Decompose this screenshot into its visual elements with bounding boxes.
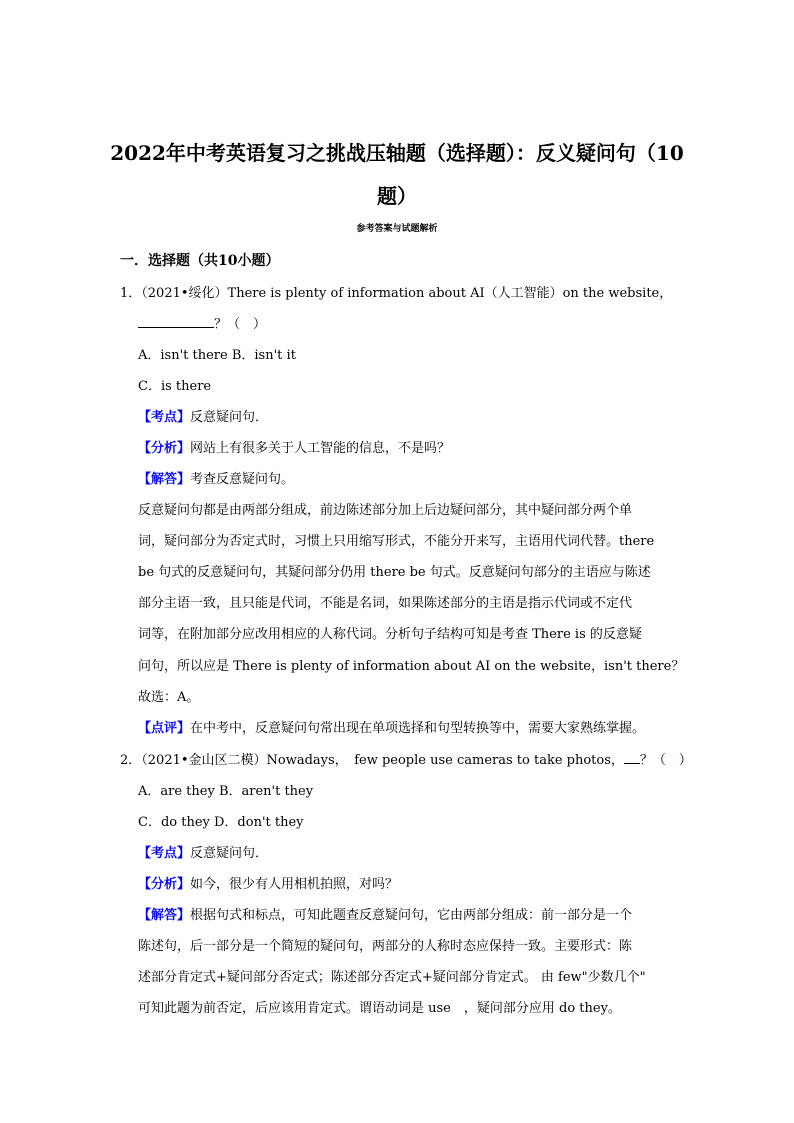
question-1-option-c: C．is there xyxy=(138,379,212,394)
question-1-answer: 故选：A。 xyxy=(138,690,200,705)
fenxi-text: 如今，很少有人用相机拍照，对吗？ xyxy=(190,877,399,892)
answer-blank xyxy=(624,751,640,764)
question-1-stem: 1．（2021•绥化）There is plenty of information about AI（人工智能）on the website， xyxy=(120,286,673,301)
question-2-kaodian xyxy=(138,842,268,861)
question-2-options-ab: A．are they B．aren't they xyxy=(138,784,314,799)
question-2-body-line: 可知此题为前否定，后应该用肯定式。谓语动词是 use ，疑问部分应用 do they。 xyxy=(138,1001,621,1016)
question-1-blank-line xyxy=(138,313,266,332)
dianping-text: 在中考中，反意疑问句常出现在单项选择和句型转换等中，需要大家熟练掌握。 xyxy=(190,721,646,736)
fenxi-text: 网站上有很多关于人工智能的信息，不是吗？ xyxy=(190,441,451,456)
fenxi-tag: 【分析】 xyxy=(138,877,191,892)
kaodian-text: 反意疑问句． xyxy=(190,410,269,425)
question-1-body-line: be 句式的反意疑问句，其疑问部分仍用 there be 句式。反意疑问句部分的主语应与陈述 xyxy=(138,565,651,580)
question-2-jieda xyxy=(138,904,632,923)
question-1-kaodian xyxy=(138,406,268,425)
question-1-body-line: 反意疑问句都是由两部分组成，前边陈述部分加上后边疑问部分，其中疑问部分两个单 xyxy=(138,503,633,518)
answer-blank xyxy=(138,315,214,328)
dianping-tag: 【点评】 xyxy=(138,721,191,736)
kaodian-tag: 【考点】 xyxy=(138,410,191,425)
kaodian-text: 反意疑问句． xyxy=(190,846,269,861)
question-2-fenxi xyxy=(138,873,398,892)
question-2-body-line: 陈述句，后一部分是一个简短的疑问句，两部分的人称时态应保持一致。主要形式：陈 xyxy=(138,939,633,954)
question-1-jieda xyxy=(138,468,294,487)
question-2-stem xyxy=(120,749,692,768)
question-2-stem-tail: ？（ ） xyxy=(639,753,692,768)
jieda-tag: 【解答】 xyxy=(138,908,191,923)
question-1-body-line: 词，疑问部分为否定式时，习惯上只用缩写形式，不能分开来写，主语用代词代替。there xyxy=(138,534,655,549)
question-1-body-line: 部分主语一致，且只能是代词，不能是名词，如果陈述部分的主语是指示代词或不定代 xyxy=(138,596,633,611)
fenxi-tag: 【分析】 xyxy=(138,441,191,456)
question-1-options-ab: A．isn't there B．isn't it xyxy=(138,348,296,363)
kaodian-tag: 【考点】 xyxy=(138,846,191,861)
question-1-stem-tail: ？（ ） xyxy=(214,317,267,332)
page-subtitle: 参考答案与试题解析 xyxy=(356,224,438,234)
question-1-fenxi xyxy=(138,437,450,456)
section-heading: 一．选择题（共10小题） xyxy=(120,253,280,269)
page-title-line-2: 题） xyxy=(377,184,417,208)
question-1-body-line: 问句，所以应是 There is plenty of information about AI on the website，isn't there？ xyxy=(138,659,685,674)
jieda-tag: 【解答】 xyxy=(138,472,191,487)
question-1-dianping xyxy=(138,717,645,736)
question-2-options-cd: C．do they D．don't they xyxy=(138,815,304,830)
question-2-body-line: 述部分肯定式+疑问部分否定式；陈述部分否定式+疑问部分肯定式。 由 few"少数几个" xyxy=(138,970,646,985)
page-title-line-1: 2022年中考英语复习之挑战压轴题（选择题）：反义疑问句（10 xyxy=(110,141,684,165)
question-2-stem-text: 2．（2021•金山区二模）Nowadays， few people use cameras to take photos， xyxy=(120,753,624,768)
question-1-body-line: 词等，在附加部分应改用相应的人称代词。分析句子结构可知是考查 There is 的反意疑 xyxy=(138,627,642,642)
jieda-text: 考查反意疑问句。 xyxy=(190,472,295,487)
jieda-text: 根据句式和标点，可知此题查反意疑问句，它由两部分组成：前一部分是一个 xyxy=(190,908,633,923)
